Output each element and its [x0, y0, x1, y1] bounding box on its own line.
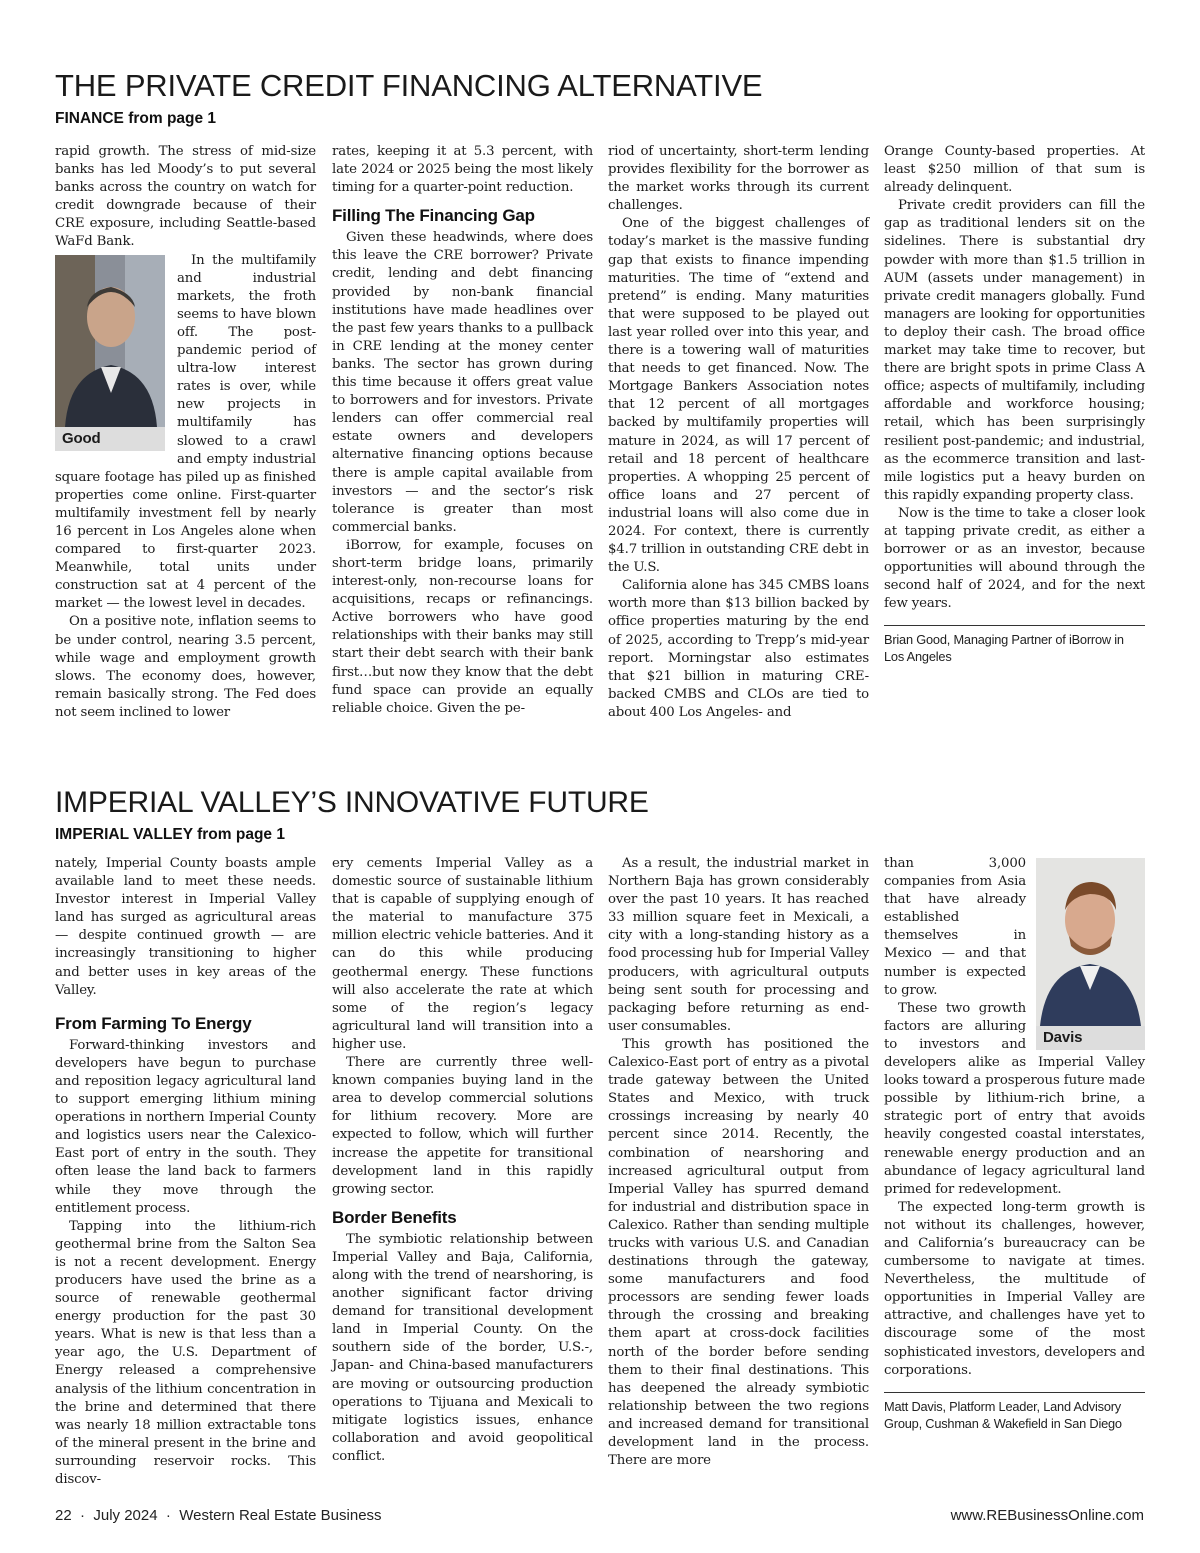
paragraph: The expected long-term growth is not without its challenges, however, and California’s bureaucracy can be cumbersome to navigate at times. Nevertheless, the multitude of opportunities in Imperial Valley are attractive, and challenges have yet to discourage some of the most sophisticated investors, developers and corporations. [884, 1199, 1145, 1378]
article2-column-1 [55, 855, 316, 1489]
paragraph: One of the biggest challenges of today’s market is the massive funding gap that exists to finance impending maturities. The time of “extend and pretend” is ending. Many maturities that were supposed to be played out last year rolled over into this year, and there is a towering wall of maturities that needs to get financed. Now. The Mortgage Bankers Association notes that 12 percent of all mortgages backed by multifamily properties will mature in 2024, as will 17 percent of retail and 18 percent of healthcare properties. A whopping 25 percent of office loans and 27 percent of industrial loans will also come due in 2024. For context, there is currently $4.7 trillion in outstanding CRE debt in the U.S. [608, 216, 869, 576]
author-bio: Brian Good, Managing Partner of iBorrow in Los Angeles [884, 625, 1145, 665]
article2-column-3 [608, 855, 869, 1470]
subhead: Filling The Financing Gap [332, 206, 535, 226]
article2-column-2 [332, 855, 593, 1466]
footer-website-link[interactable]: www.REBusinessOnline.com [950, 1507, 1144, 1524]
good-photo [55, 255, 165, 451]
author-bio: Matt Davis, Platform Leader, Land Advisory Group, Cushman & Wakefield in San Diego [884, 1392, 1145, 1432]
footer-page-info: 22 · July 2024 · Western Real Estate Business [55, 1507, 382, 1524]
article2-column-4 [884, 855, 1145, 1432]
paragraph: As a result, the industrial market in Northern Baja has grown considerably over the past 10 years. It has reached 33 million square feet in Mexicali, a city with a long-standing history as a food processing hub for Imperial Valley producers, with agricultural outputs being sent south for processing and packaging before returning as end-user consumables. [608, 856, 869, 1034]
paragraph: ery cements Imperial Valley as a domestic source of sustainable lithium that is capable of supplying enough of the material to manufacture 375 million electric vehicle batteries. And it can do this while producing geothermal energy. These functions will also accelerate the rate at which some of the region’s legacy agricultural land will transition into a higher use. [332, 856, 593, 1052]
paragraph: On a positive note, inflation seems to be under control, nearing 3.5 percent, while wage and employment growth slows. The economy does, however, remain basically strong. The Fed does not seem inclined to lower [55, 614, 316, 720]
article2-jump-line: IMPERIAL VALLEY from page 1 [55, 826, 285, 843]
davis-photo [1036, 858, 1145, 1050]
paragraph: riod of uncertainty, short-term lending provides flexibility for the borrower as the market works through its current challenges. [608, 144, 869, 214]
paragraph: rates, keeping it at 5.3 percent, with late 2024 or 2025 being the most likely timing for a quarter-point reduction. [332, 144, 593, 196]
subhead: Border Benefits [332, 1207, 457, 1227]
photo-caption: Davis [1036, 1026, 1145, 1050]
paragraph: than 3,000 companies from Asia that have already established themselves in Mexico — and that number is expected to grow. [884, 856, 1026, 998]
subhead: From Farming To Energy [55, 1013, 252, 1033]
paragraph: Orange County-based properties. At least $250 million of that sum is already delinquent. [884, 144, 1145, 196]
paragraph: There are currently three well-known companies buying land in the area to develop commercial solutions for lithium recovery. More are expected to follow, which will further increase the appetite for transitional development land in this rapidly growing sector. [332, 1055, 593, 1197]
paragraph: California alone has 345 CMBS loans worth more than $13 billion backed by office properties maturing by the end of 2025, according to Trepp’s mid-year report. Morningstar also estimates that $21 billion in maturing CRE-backed CMBS and CLOs are tied to about 400 Los Angeles- and [608, 578, 869, 720]
paragraph: Forward-thinking investors and developers have begun to purchase and reposition legacy agricultural land to support emerging lithium mining operations in northern Imperial County and logistics users near the Calexico-East port of entry in the south. They often lease the land back to farmers while they move through the entitlement process. [55, 1037, 316, 1216]
good-portrait-image [55, 255, 165, 427]
davis-portrait-image [1036, 858, 1145, 1026]
article1-column-1 [55, 143, 316, 722]
article1-column-3 [608, 143, 869, 722]
article1-column-2 [332, 143, 593, 718]
article2-headline: IMPERIAL VALLEY’S INNOVATIVE FUTURE [55, 786, 649, 819]
paragraph: This growth has positioned the Calexico-East port of entry as a pivotal trade gateway between the United States and Mexico, with truck crossings increasing by nearly 40 percent since 2014. Recently, the combination of nearshoring and increased agricultural output from Imperial Valley has spurred demand for industrial and distribution space in Calexico. Rather than sending multiple trucks with various U.S. and Canadian destinations through the gateway, some manufacturers and food processors are sending fewer loads through the crossing and breaking them apart at cross-dock facilities north of the border before sending them to their final destinations. This has deepened the already symbiotic relationship between the two regions and increased demand for transitional development land in the process. There are more [608, 1036, 869, 1469]
paragraph: iBorrow, for example, focuses on short-term bridge loans, primarily interest-only, non-recourse loans for acquisitions, recaps or refinancings. Active borrowers who have good relationships with their banks may still start their debt search with their bank first…but now they know that the debt fund space can provide an equally reliable choice. Given the pe- [332, 537, 593, 716]
paragraph: Tapping into the lithium-rich geothermal brine from the Salton Sea is not a recent development. Energy producers have used the brine as a source of renewable geothermal energy production for the past 30 years. What is new is that less than a year ago, the U.S. Department of Energy released a comprehensive analysis of the lithium concentration in the brine and determined that there was nearly 18 million extractable tons of the mineral present in the brine and surrounding reservoir rocks. This discov- [55, 1218, 316, 1487]
paragraph: rapid growth. The stress of mid-size banks has led Moody’s to put several banks across the country on watch for credit downgrade because of their CRE exposure, including Seattle-based WaFd Bank. [55, 144, 316, 250]
article1-column-4 [884, 143, 1145, 665]
paragraph: The symbiotic relationship between Imperial Valley and Baja, California, along with the trend of nearshoring, is another significant factor driving demand for transitional development land in Imperial County. On the southern side of the border, U.S.-, Japan- and China-based manufacturers are moving or outsourcing production operations to Tijuana and Mexicali to mitigate logistics issues, enhance collaboration and avoid geopolitical conflict. [332, 1231, 593, 1464]
photo-caption: Good [55, 427, 165, 451]
article1-jump-line: FINANCE from page 1 [55, 110, 217, 127]
paragraph: Private credit providers can fill the gap as traditional lenders sit on the sidelines. There is substantial dry powder with more than $1.5 trillion in AUM (assets under management) in private credit managers globally. Fund managers are looking for opportunities to deploy their cash. The broad office market may take time to recover, but there are bright spots in prime Class A office; aspects of multifamily, including affordable and workforce housing; retail, which has been surprisingly resilient post-pandemic; and industrial, as the ecommerce transition and last-mile logistics put a heavy burden on this rapidly expanding property class. [884, 198, 1145, 503]
paragraph: These two growth factors are alluring to investors and developers alike as Imperial Valley looks toward a prosperous future made possible by lithium-rich brine, a strategic port of entry that avoids heavily congested coastal interstates, renewable energy production and an abundance of legacy agricultural land primed for redevelopment. [884, 1000, 1145, 1197]
article1-headline: THE PRIVATE CREDIT FINANCING ALTERNATIVE [55, 68, 763, 103]
paragraph: nately, Imperial County boasts ample available land to meet these needs. Investor interest in Imperial Valley land has surged as agricultural areas — despite continued growth — are increasingly transitioning to higher and better uses in key areas of the Valley. [55, 856, 316, 998]
paragraph: Given these headwinds, where does this leave the CRE borrower? Private credit, lending and debt financing provided by non-bank financial institutions have made headlines over the past few years thanks to a pullback in CRE lending at the money center banks. The sector has grown during this time because it offers great value to borrowers and for investors. Private lenders can offer commercial real estate owners and developers alternative financing options because there is ample capital available from investors — and the sector’s risk tolerance is greater than most commercial banks. [332, 230, 593, 535]
paragraph: In the multifamily and industrial markets, the froth seems to have blown off. The post-pandemic period of ultra-low interest rates is over, while new projects in multifamily has slowed to a crawl and empty industrial square footage has piled up as finished properties come online. First-quarter multifamily investment fell by nearly 16 percent in Los Angeles alone when compared to first-quarter 2023. Meanwhile, total units under construction sat at 4 percent of the market — the lowest level in decades. [55, 252, 316, 612]
paragraph: Now is the time to take a closer look at tapping private credit, as either a borrower or as an investor, because opportunities will abound through the second half of 2024, and for the next few years. [884, 505, 1145, 612]
